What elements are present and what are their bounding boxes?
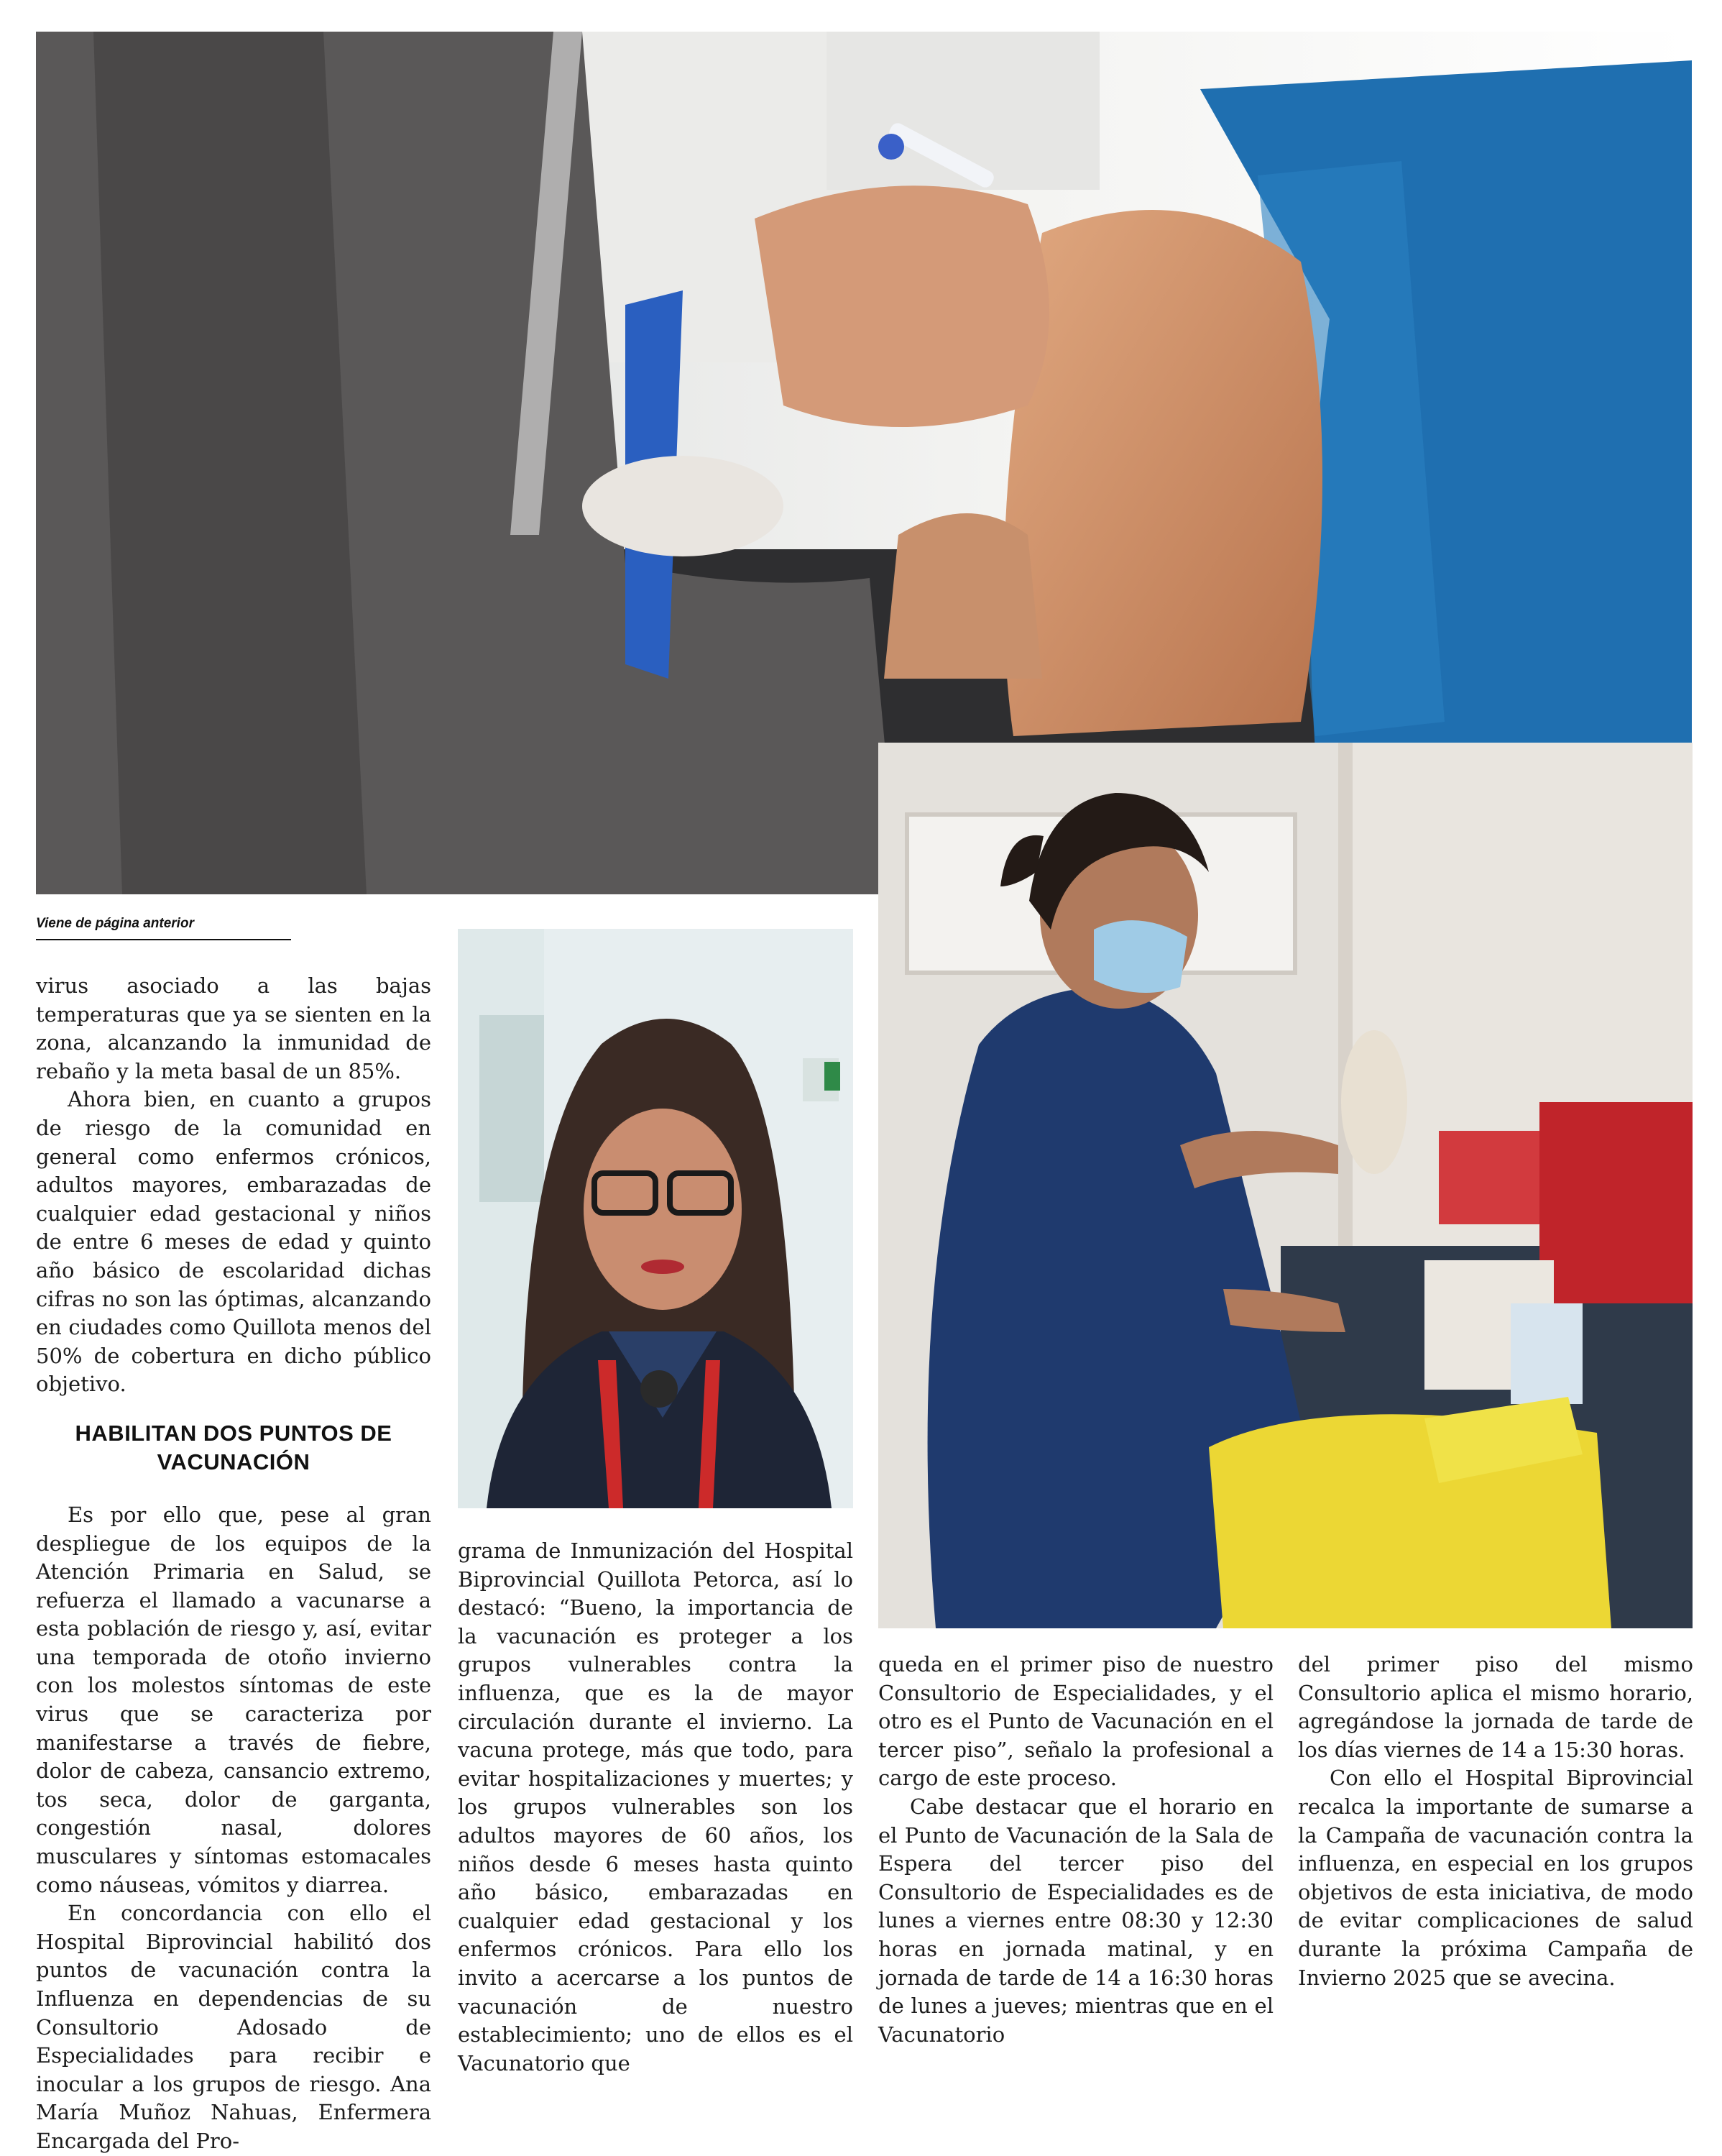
photo-nurse-preparing-vaccine (878, 743, 1693, 1628)
article-column-2 (458, 1537, 853, 2078)
paragraph: del primer piso del mismo Consultorio aplica el mismo horario, agregándose la jornada de tarde de los días viernes de 14 a 15:30 horas. (1298, 1652, 1693, 1762)
article-column-1 (36, 972, 431, 2156)
article-column-3 (878, 1651, 1274, 2049)
paragraph: queda en el primer piso de nuestro Consultorio de Especialidades, y el otro es el Punto de Vacunación en el tercer piso”, señalo la profesional a cargo de este proceso. (878, 1652, 1274, 1791)
paragraph: Ahora bien, en cuanto a grupos de riesgo de la comunidad en general como enfermos crónicos, adultos mayores, embarazadas de cualquier edad gestacional y niños de entre 6 meses de edad y quinto año básico de escolaridad dichas cifras no son las óptimas, alcanzando en ciudades como Quillota menos del 50% de cobertura en dicho público objetivo. (36, 1087, 431, 1397)
paragraph: Es por ello que, pese al gran despliegue de los equipos de la Atención Primaria en Salud, se refuerza el llamado a vacunarse a esta población de riesgo y, así, evitar una temporada de otoño invierno con los molestos síntomas de este virus que se caracteriza por manifestarse a través de fiebre, dolor de cabeza, cansancio extremo, tos seca, dolor de garganta, congestión nasal, dolores musculares y síntomas estomacales como náuseas, vómitos y diarrea. (36, 1502, 431, 1897)
photo-portrait-nurse-in-charge (458, 929, 853, 1508)
subheading: HABILITAN DOS PUNTOS DE VACUNACIÓN (75, 1420, 392, 1474)
kicker-continued-from-previous-page: Viene de página anterior (36, 916, 291, 940)
paragraph: Con ello el Hospital Biprovincial recalca la importante de sumarse a la Campaña de vacunación contra la influenza, en especial en los grupos objetivos de esta iniciativa, de modo de evitar complicaciones de salud durante la próxima Campaña de Invierno 2025 que se avecina. (1298, 1766, 1693, 1990)
paragraph: Cabe destacar que el horario en el Punto de Vacunación de la Sala de Espera del tercer piso del Consultorio de Especialidades es de lunes a viernes entre 08:30 y 12:30 horas en jornada matinal, y en jornada de tarde de 14 a 16:30 horas de lunes a jueves; mientras que en el Vacunatorio (878, 1794, 1274, 2047)
paragraph: virus asociado a las bajas temperaturas que ya se sienten en la zona, alcanzando la inmunidad de rebaño y la meta basal de un 85%. (36, 973, 431, 1083)
paragraph: En concordancia con ello el Hospital Biprovincial habilitó dos puntos de vacunación contra la Influenza en dependencias de su Consultorio Adosado de Especialidades para recibir e inocular a los grupos de riesgo. Ana María Muñoz Nahuas, Enfermera Encargada del Pro- (36, 1901, 431, 2153)
paragraph: grama de Inmunización del Hospital Biprovincial Quillota Petorca, así lo destacó: “Bueno, la importancia de la vacunación es proteger a los grupos vulnerables contra la influenza, que es la de mayor circulación durante el invierno. La vacuna protege, más que todo, para evitar hospitalizaciones y muertes; y los grupos vulnerables son los adultos mayores de 60 años, los niños desde 6 meses hasta quinto año básico, embarazadas en cualquier edad gestacional y los enfermos crónicos. Para ello los invito a acercarse a los puntos de vacunación de nuestro establecimiento; uno de ellos es el Vacunatorio que (458, 1538, 853, 2075)
article-column-4 (1298, 1651, 1693, 1992)
